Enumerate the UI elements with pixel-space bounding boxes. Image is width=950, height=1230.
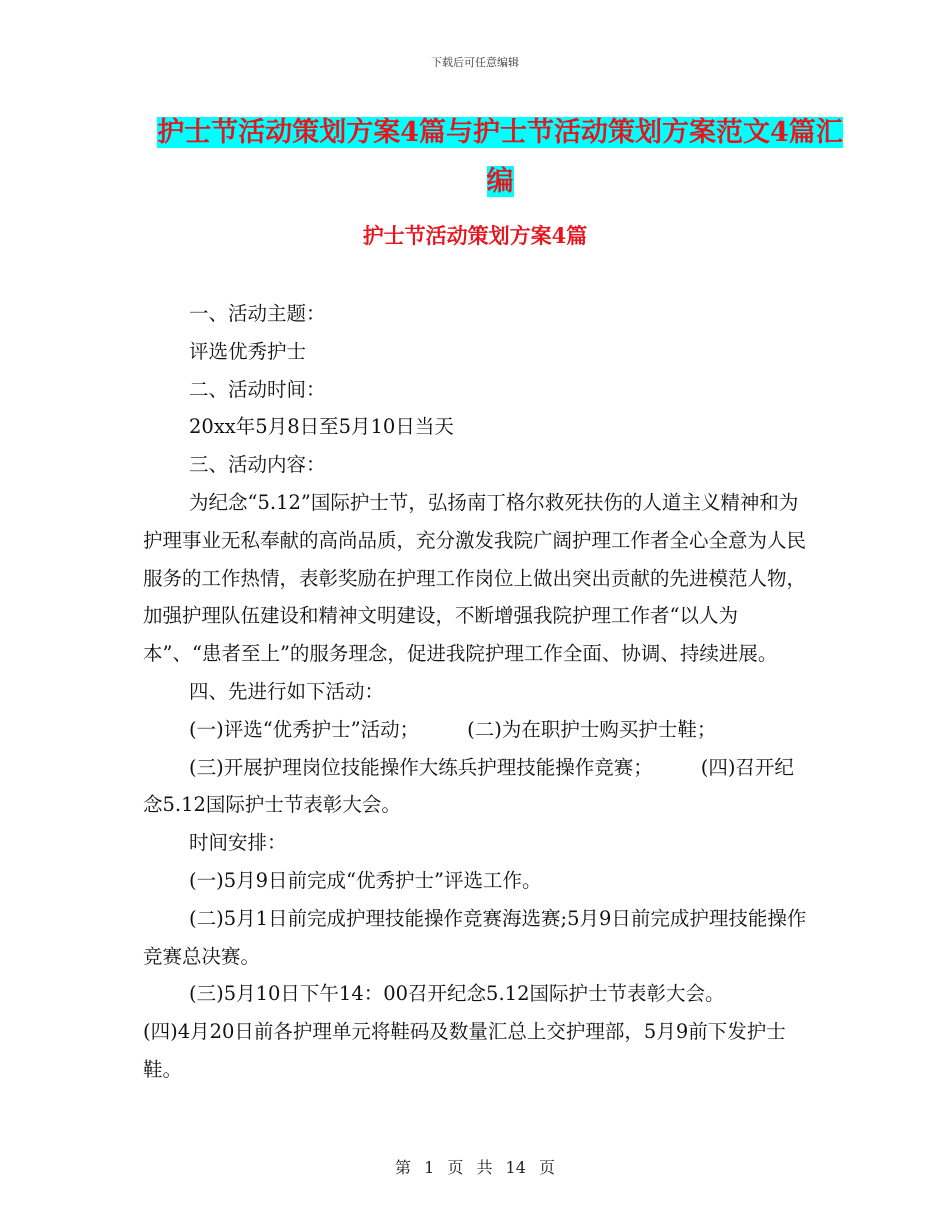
activity-item-3: (三)开展护理岗位技能操作大练兵护理技能操作竞赛； [189, 755, 653, 779]
document-body [143, 295, 813, 1089]
activity-content-paragraph: 为纪念“5.12”国际护士节，弘扬南丁格尔救死扶伤的人道主义精神和为护理事业无私奉献的高尚品质，充分激发我院广阔护理工作者全心全意为人民服务的工作热情，表彰奖励在护理工作岗位上做出突出贡献的先进模范人物，加强护理队伍建设和精神文明建设，不断增强我院护理工作者“以人为本”、“患者至上”的服务理念，促进我院护理工作全面、协调、持续进展。 [143, 490, 807, 666]
activity-item-2: (二)为在职护士购买护士鞋； [467, 717, 717, 741]
schedule-item-3: (三)5月10日下午14：00召开纪念5.12国际护士节表彰大会。 [189, 982, 725, 1006]
activities-line-1 [143, 711, 813, 749]
heading-activities: 四、先进行如下活动： [189, 679, 385, 703]
schedule-item-1: (一)5月9日前完成“优秀护士”评选工作。 [189, 868, 542, 892]
page-footer: 第 1 页 共 14 页 [395, 1158, 555, 1177]
heading-activity-theme: 一、活动主题： [189, 302, 326, 325]
activity-time-value: 20xx年5月8日至5月10日当天 [189, 415, 454, 439]
activity-item-1: (一)评选“优秀护士”活动； [189, 717, 420, 741]
schedule-item-4: (四)4月20日前各护理单元将鞋码及数量汇总上交护理部，5月9前下发护士鞋。 [143, 1020, 786, 1081]
document-title-text: 护士节活动策划方案4篇与护士节活动策划方案范文4篇汇编 [157, 117, 843, 197]
activities-line-2 [143, 749, 813, 825]
activity-item-4: (四)召开纪念5.12国际护士节表彰大会。 [143, 755, 794, 817]
heading-schedule: 时间安排： [189, 831, 287, 855]
activity-theme-value: 评选优秀护士 [189, 339, 307, 363]
document-title [150, 108, 850, 206]
schedule-item-2: (二)5月1日前完成护理技能操作竞赛海选赛;5月9日前完成护理技能操作竞赛总决赛。 [143, 906, 807, 968]
header-note: 下载后可任意编辑 [431, 56, 519, 69]
heading-activity-content: 三、活动内容： [189, 453, 326, 477]
heading-activity-time: 二、活动时间： [189, 377, 326, 401]
section-title: 护士节活动策划方案4篇 [362, 223, 588, 248]
